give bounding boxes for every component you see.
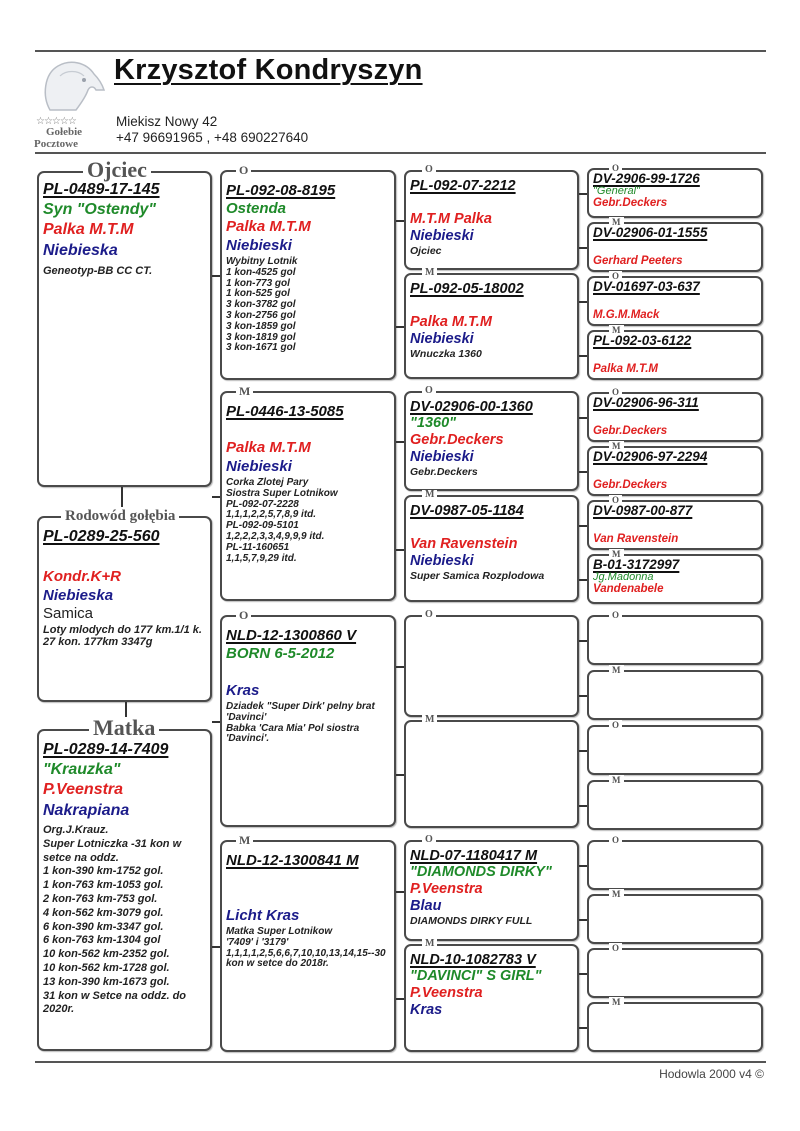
great-grandparent-card[interactable]: [587, 943, 763, 998]
sex-legend: M: [236, 833, 253, 847]
connector-line: [579, 471, 587, 473]
notes: Dziadek "Super Dirk' pelny brat 'Davinci' Babka 'Cara Mia' Pol siostra 'Davinci'.: [226, 701, 375, 745]
card-content: [593, 843, 757, 858]
breeder: P.Veenstra: [410, 985, 483, 1001]
pigeon-name: [410, 728, 573, 745]
breeder: Palka M.T.M: [226, 218, 311, 235]
card-content: [593, 449, 757, 492]
connector-line: [396, 891, 404, 893]
color: Licht Kras: [226, 907, 300, 924]
great-grandparent-card[interactable]: [587, 387, 763, 442]
ring-number: DV-2906-99-1726: [593, 171, 700, 186]
connector-line: [579, 640, 587, 642]
sex-legend: O: [236, 608, 251, 622]
ring-number: PL-092-08-8195: [226, 182, 336, 199]
sex-legend: O: [609, 720, 622, 730]
notes: Wnuczka 1360: [410, 348, 482, 360]
breeder: M.T.M Palka: [410, 211, 492, 227]
great-grandparent-card[interactable]: [587, 665, 763, 720]
breeder: P.Veenstra: [43, 781, 124, 798]
ring-number: NLD-07-1180417 M: [410, 848, 538, 864]
sex-legend: O: [609, 943, 622, 953]
color: Kras: [410, 1002, 443, 1018]
card-content: [593, 333, 757, 376]
breeder: Palka M.T.M: [226, 439, 311, 456]
card-content: [410, 848, 573, 927]
grandparent-card[interactable]: [404, 489, 579, 602]
card-content: [226, 627, 390, 745]
pigeon-name: Jg.Madonna: [593, 571, 654, 583]
sex-legend: M: [422, 939, 437, 949]
color: Niebieski: [226, 458, 292, 475]
breeder: Kondr.K+R: [43, 568, 121, 585]
card-content: [593, 171, 757, 210]
parent-card[interactable]: [220, 163, 396, 380]
ring-number: PL-0489-17-145: [43, 181, 160, 198]
top-rule: [35, 50, 766, 52]
ring-number: PL-092-03-6122: [593, 333, 692, 348]
sex-legend: M: [609, 549, 624, 559]
pigeon-name: "DAVINCI" S GIRL": [410, 968, 542, 984]
connector-line: [579, 417, 587, 419]
breeder: Van Ravenstein: [593, 533, 679, 545]
ring-number: DV-02906-97-2294: [593, 449, 708, 464]
pigeon-name: [593, 951, 757, 966]
notes: Org.J.Krauz. Super Lotniczka -31 kon w setce na oddz. 1 kon-390 km-1752 gol. 1 kon-763 km-1053 gol. 2 kon-763 km-753 gol. 4 kon-562 km-3079 gol. 6 kon-390 km-3347 gol. 6 kon-763 km-1304 gol 10 kon-562 km-2352 gol. 10 kon-562 km-1728 gol. 13 kon-390 km-1673 gol. 31 kon w Setce na oddz. do 2020r.: [43, 824, 187, 1016]
connector-line: [579, 525, 587, 527]
pigeon-name: [593, 783, 757, 798]
color: Niebieski: [410, 228, 474, 244]
card-content: [593, 951, 757, 966]
color: Niebieski: [410, 449, 474, 465]
great-grandparent-card[interactable]: [587, 441, 763, 496]
connector-line: [579, 355, 587, 357]
card-content: [410, 281, 573, 360]
sex-legend: O: [422, 165, 436, 175]
sex-legend: O: [422, 835, 436, 845]
header-rule: [35, 152, 766, 154]
great-grandparent-card[interactable]: [587, 997, 763, 1052]
breeder: [410, 745, 573, 762]
sex-legend: O: [609, 495, 622, 505]
breeder: Gebr.Deckers: [593, 425, 668, 437]
notes: DIAMONDS DIRKY FULL: [410, 915, 533, 927]
pigeon-name: [410, 297, 573, 314]
sex-legend: M: [609, 775, 624, 785]
owner-name: Krzysztof Kondryszyn: [114, 54, 423, 86]
connector-line: [579, 247, 587, 249]
owner-phones: +47 96691965 , +48 690227640: [116, 130, 309, 145]
notes: Matka Super Lotnikow '7409' i '3179' 1,1,1,1,2,5,6,6,7,10,10,13,14,15--30 kon w setce do 2018r.: [226, 926, 386, 970]
card-content: [226, 182, 390, 354]
breeder: [226, 888, 390, 906]
great-grandparent-card[interactable]: [587, 271, 763, 326]
owner-address: Miekisz Nowy 42: [116, 114, 218, 129]
card-content: [593, 395, 757, 438]
breeder: Gebr.Deckers: [593, 197, 668, 209]
grandparent-card[interactable]: [404, 834, 579, 941]
connector-line: [212, 496, 220, 498]
card-content: [226, 852, 390, 970]
connector-line: [579, 695, 587, 697]
ring-number: PL-092-07-2212: [410, 178, 516, 194]
notes: Loty mlodych do 177 km.1/1 k. 27 kon. 177km 3347g: [43, 624, 202, 648]
card-content: [410, 728, 573, 763]
logo-text-line1: Gołebie: [45, 126, 83, 138]
connector-line: [396, 666, 404, 668]
connector-line: [396, 220, 404, 222]
connector-line: [396, 549, 404, 551]
sex-legend: O: [422, 610, 436, 620]
connector-line: [212, 721, 220, 723]
card-content: [593, 673, 757, 688]
sex-legend: O: [236, 163, 251, 177]
color: Niebieska: [43, 587, 114, 604]
sex-legend: M: [609, 441, 624, 451]
pigeon-name: "Krauzka": [43, 761, 121, 778]
great-grandparent-card[interactable]: [587, 163, 763, 218]
footer-credit: Hodowla 2000 v4 ©: [659, 1067, 764, 1081]
card-content: [593, 225, 757, 268]
card-content: [593, 728, 757, 743]
grandparent-card[interactable]: [404, 609, 579, 717]
ring-number: DV-01697-03-637: [593, 279, 700, 294]
breeder: Gerhard Peeters: [593, 255, 683, 267]
great-grandparent-card[interactable]: [587, 720, 763, 775]
grandparent-card[interactable]: [404, 164, 579, 270]
father-card[interactable]: [37, 157, 212, 487]
sex-legend: M: [609, 997, 624, 1007]
sex-legend: O: [609, 271, 622, 281]
breeder: Van Ravenstein: [410, 536, 518, 552]
logo: [36, 56, 108, 148]
pigeon-name: Ostenda: [226, 200, 287, 217]
great-grandparent-card[interactable]: [587, 835, 763, 890]
footer-rule: [35, 1061, 766, 1063]
sex-legend: O: [609, 387, 622, 397]
card-content: [410, 623, 573, 658]
sex-legend: M: [609, 889, 624, 899]
parent-card[interactable]: [220, 608, 396, 827]
breeder: Gebr.Deckers: [593, 479, 668, 491]
sex-legend: M: [422, 490, 437, 500]
parent-card[interactable]: [220, 833, 396, 1052]
breeder: Gebr.Deckers: [410, 432, 504, 448]
card-content: [593, 279, 757, 322]
card-content: [593, 618, 757, 633]
connector-line: [212, 946, 220, 948]
breeder: P.Veenstra: [410, 881, 483, 897]
pigeon-name: [593, 464, 757, 479]
connector-line: [579, 919, 587, 921]
card-content: [410, 952, 573, 1019]
pigeon-name: [593, 518, 757, 533]
ring-number: PL-0446-13-5085: [226, 403, 344, 420]
notes: Super Samica Rozplodowa: [410, 570, 545, 582]
sex-legend: M: [236, 384, 253, 398]
color: Niebieska: [43, 242, 118, 259]
pigeon-name: [593, 410, 757, 425]
connector-line: [579, 865, 587, 867]
pigeon-name: [593, 728, 757, 743]
pigeon-name: BORN 6-5-2012: [226, 645, 335, 662]
ring-number: DV-0987-00-877: [593, 503, 693, 518]
connector-line: [579, 1027, 587, 1029]
card-content: [410, 503, 573, 582]
pigeon-name: "DIAMONDS DIRKY": [410, 864, 552, 880]
subject-card[interactable]: [37, 508, 212, 702]
mother-legend: Matka: [89, 717, 159, 739]
pigeon-name: [593, 673, 757, 688]
connector-line: [396, 441, 404, 443]
color: Kras: [226, 682, 260, 699]
logo-text-line2: Pocztowe: [34, 138, 78, 150]
great-grandparent-card[interactable]: [587, 495, 763, 550]
notes: Gebr.Deckers: [410, 466, 478, 478]
pigeon-name: [593, 348, 757, 363]
pigeon-name: [410, 623, 573, 640]
ring-number: DV-02906-96-311: [593, 395, 699, 410]
breeder: Palka M.T.M: [43, 221, 134, 238]
sex-legend: M: [609, 665, 624, 675]
pigeon-name: [593, 618, 757, 633]
color: Niebieski: [410, 331, 474, 347]
connector-line: [212, 275, 220, 277]
great-grandparent-card[interactable]: [587, 217, 763, 272]
ring-number: PL-092-05-18002: [410, 281, 524, 297]
pigeon-name: [593, 897, 757, 912]
pigeon-name: [226, 870, 390, 888]
ring-number: DV-02906-01-1555: [593, 225, 708, 240]
card-content: [410, 178, 573, 257]
notes: Ojciec: [410, 245, 442, 257]
subject-legend: Rodowód gołębia: [61, 507, 179, 525]
color: Blau: [410, 898, 442, 914]
color: Niebieski: [226, 237, 292, 254]
owner-address-block: [116, 114, 308, 146]
ring-number: PL-0289-14-7409: [43, 741, 169, 758]
card-content: [593, 1005, 757, 1020]
sex-legend: M: [422, 268, 437, 278]
sex: Samica: [43, 605, 94, 622]
ring-number: NLD-10-1082783 V: [410, 952, 536, 968]
sex-legend: M: [609, 325, 624, 335]
connector-line: [579, 973, 587, 975]
connector-line: [579, 579, 587, 581]
pigeon-head-icon: [36, 56, 108, 112]
pigeon-name: [593, 240, 757, 255]
breeder: [226, 663, 390, 681]
breeder: Vandenabele: [593, 583, 664, 595]
card-content: [593, 557, 757, 596]
color: Niebieski: [410, 553, 474, 569]
pigeon-name: Syn "Ostendy": [43, 201, 156, 218]
notes: Geneotyp-BB CC CT.: [43, 265, 153, 277]
breeder: Palka M.T.M: [593, 363, 658, 375]
ring-number: DV-0987-05-1184: [410, 503, 524, 519]
card-content: [226, 403, 390, 564]
ring-number: NLD-12-1300841 M: [226, 852, 359, 869]
breeder: [410, 640, 573, 657]
ring-number: NLD-12-1300860 V: [226, 627, 357, 644]
connector-line: [579, 805, 587, 807]
pigeon-name: "General": [593, 185, 640, 197]
father-legend: Ojciec: [83, 159, 151, 181]
parent-card[interactable]: [220, 384, 396, 601]
ring-number: DV-02906-00-1360: [410, 399, 533, 415]
pigeon-name: [226, 421, 390, 439]
breeder: Palka M.T.M: [410, 314, 492, 330]
grandparent-card[interactable]: [404, 267, 579, 379]
connector-line: [396, 998, 404, 1000]
grandparent-card[interactable]: [404, 714, 579, 828]
ring-number: PL-0289-25-560: [43, 528, 160, 545]
pigeon-name: [410, 194, 573, 211]
card-content: [593, 503, 757, 546]
pigeon-name: [593, 843, 757, 858]
mother-card[interactable]: [37, 715, 212, 1051]
sex-legend: O: [422, 386, 436, 396]
sex-legend: M: [422, 715, 437, 725]
connector-line: [396, 774, 404, 776]
color: Nakrapiana: [43, 802, 130, 819]
card-content: [593, 897, 757, 912]
sex-legend: M: [609, 217, 624, 227]
sex-legend: O: [609, 835, 622, 845]
pigeon-name: [410, 519, 573, 536]
notes: Wybitny Lotnik 1 kon-4525 gol 1 kon-773 gol 1 kon-525 gol 3 kon-3782 gol 3 kon-2756 gol 3 kon-1859 gol 3 kon-1819 gol 3 kon-1671 gol: [226, 256, 298, 354]
card-content: [410, 399, 573, 478]
great-grandparent-card[interactable]: [587, 549, 763, 604]
sex-legend: O: [609, 163, 622, 173]
great-grandparent-card[interactable]: [587, 610, 763, 665]
ring-number: B-01-3172997: [593, 557, 680, 572]
pigeon-name: [593, 294, 757, 309]
connector-line: [579, 750, 587, 752]
connector-line: [396, 326, 404, 328]
connector-line: [579, 193, 587, 195]
breeder: M.G.M.Mack: [593, 309, 660, 321]
card-content: [593, 783, 757, 798]
sex-legend: O: [609, 610, 622, 620]
great-grandparent-card[interactable]: [587, 889, 763, 944]
grandparent-card[interactable]: [404, 938, 579, 1052]
great-grandparent-card[interactable]: [587, 775, 763, 830]
pigeon-name: "1360": [410, 415, 457, 431]
logo-stars: ☆☆☆☆☆: [36, 116, 76, 127]
grandparent-card[interactable]: [404, 385, 579, 491]
pigeon-name: [593, 1005, 757, 1020]
notes: Corka Zlotej Pary Siostra Super Lotnikow PL-092-07-2228 1,1,1,2,2,5,7,8,9 itd. PL-092-09-5101 1,2,2,2,3,3,4,9,9,9 itd. PL-11-160651 1,1,5,7,9,29 itd.: [226, 477, 338, 564]
connector-line: [579, 301, 587, 303]
great-grandparent-card[interactable]: [587, 325, 763, 380]
